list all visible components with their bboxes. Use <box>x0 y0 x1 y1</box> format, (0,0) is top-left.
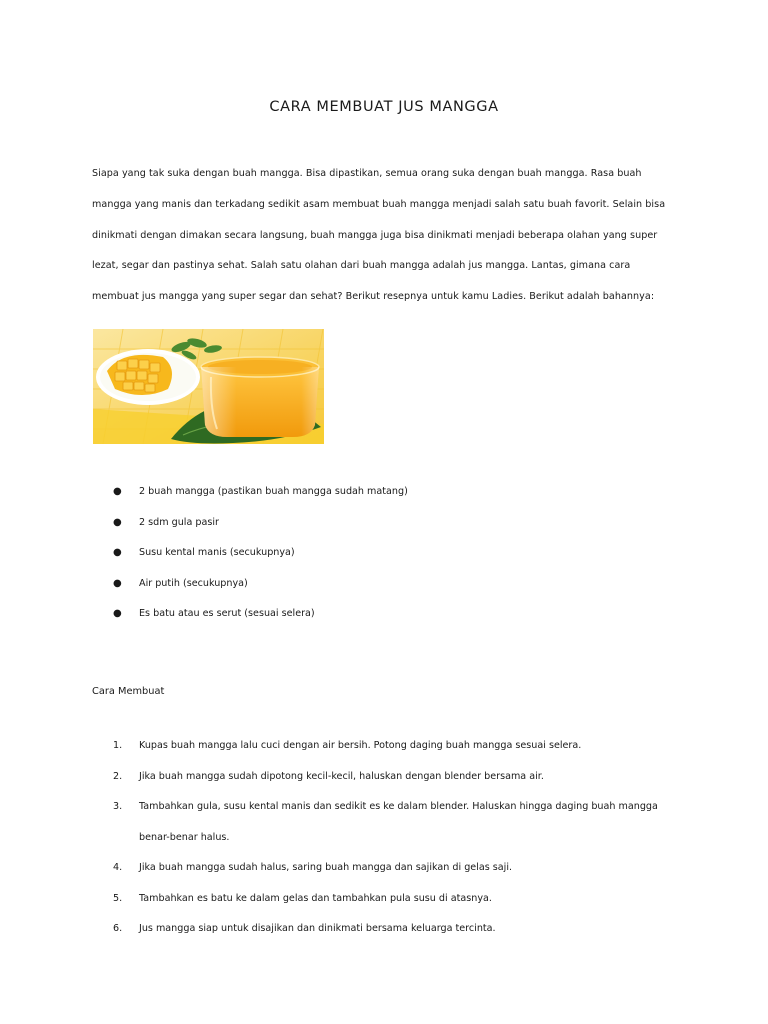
ingredients-list <box>0 482 768 635</box>
mango-juice-photo <box>93 329 324 444</box>
bullet-icon: ● <box>113 486 122 497</box>
step-text: Tambahkan es batu ke dalam gelas dan tambahkan pula susu di atasnya. <box>139 892 492 904</box>
step-text: Tambahkan gula, susu kental manis dan sedikit es ke dalam blender. Haluskan hingga daging buah mangga benar-benar halus. <box>139 801 658 843</box>
page-title: CARA MEMBUAT JUS MANGGA <box>269 99 499 115</box>
ingredient-text: Es batu atau es serut (sesuai selera) <box>139 608 315 619</box>
ingredient-text: 2 sdm gula pasir <box>139 516 219 528</box>
step-text: Jika buah mangga sudah dipotong kecil-kecil, haluskan dengan blender bersama air. <box>139 770 544 782</box>
step-number: 1. <box>113 740 123 751</box>
ingredient-text: Air putih (secukupnya) <box>139 577 248 589</box>
steps-heading: Cara Membuat <box>92 686 165 697</box>
list-item <box>0 798 768 859</box>
step-text: Jika buah mangga sudah halus, saring buah mangga dan sajikan di gelas saji. <box>139 862 513 873</box>
ingredient-text: 2 buah mangga (pastikan buah mangga sudah matang) <box>139 486 408 497</box>
step-number: 4. <box>113 862 123 873</box>
list-item <box>0 543 768 574</box>
list-item <box>0 513 768 544</box>
list-item <box>0 920 768 951</box>
step-number: 2. <box>113 770 123 782</box>
step-text: Kupas buah mangga lalu cuci dengan air bersih. Potong daging buah mangga sesuai selera. <box>139 740 582 751</box>
step-number: 5. <box>113 892 123 904</box>
bullet-icon: ● <box>113 516 122 528</box>
ingredient-text: Susu kental manis (secukupnya) <box>139 547 295 558</box>
step-number: 6. <box>113 923 123 934</box>
bullet-icon: ● <box>113 577 122 589</box>
list-item <box>0 604 768 635</box>
bullet-icon: ● <box>113 547 122 558</box>
step-text: Jus mangga siap untuk disajikan dan dinikmati bersama keluarga tercinta. <box>139 923 496 934</box>
bullet-icon: ● <box>113 608 122 619</box>
list-item <box>0 574 768 605</box>
step-number: 3. <box>113 801 123 812</box>
intro-paragraph: Siapa yang tak suka dengan buah mangga. Bisa dipastikan, semua orang suka dengan buah mangga. Rasa buah mangga yang manis dan terkadang sedikit asam membuat buah mangga menjadi salah satu buah favorit. Selain bisa dinikmati dengan dimakan secara langsung, buah mangga juga bisa dinikmati menjadi beberapa olahan yang super lezat, segar dan pastinya sehat. Salah satu olahan dari buah mangga adalah jus mangga. Lantas, gimana cara membuat jus mangga yang super segar dan sehat? Berikut resepnya untuk kamu Ladies. Berikut adalah bahannya: <box>92 168 666 303</box>
steps-list <box>0 737 768 951</box>
list-item <box>0 482 768 513</box>
